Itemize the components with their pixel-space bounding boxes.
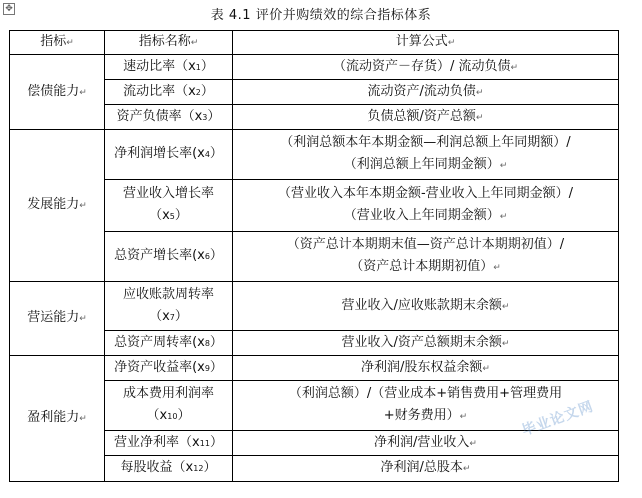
indicator-name-cell: 成本费用利润率 （x10） bbox=[105, 381, 233, 431]
indicator-name-cell: 营业收入增长率 （x5） bbox=[105, 180, 233, 232]
indicator-name-cell: 净利润增长率(x4） bbox=[105, 130, 233, 180]
category-cell: 营运能力↵ bbox=[10, 282, 105, 356]
category-cell: 偿债能力↵ bbox=[10, 55, 105, 130]
table-row bbox=[10, 55, 619, 80]
header-indicator-name: 指标名称↵ bbox=[105, 31, 233, 55]
indicator-name-cell: 速动比率（x1） bbox=[105, 55, 233, 80]
formula-cell: 净利润/总股本↵ bbox=[233, 456, 619, 482]
watermark: 毕业论文网 bbox=[519, 398, 596, 440]
header-formula: 计算公式↵ bbox=[233, 31, 619, 55]
indicator-name-cell: 流动比率（x2） bbox=[105, 80, 233, 105]
indicator-name-cell: 资产负债率（x3） bbox=[105, 105, 233, 130]
formula-cell: 负债总额/资产总额↵ bbox=[233, 105, 619, 130]
table-move-handle-icon[interactable]: ✥ bbox=[3, 3, 15, 15]
formula-cell: 营业收入/资产总额期末余额↵ bbox=[233, 331, 619, 356]
table-row bbox=[10, 356, 619, 381]
table-row bbox=[10, 130, 619, 180]
formula-cell: （利润总额）/（营业成本+销售费用+管理费用 +财务费用）↵ bbox=[233, 381, 619, 431]
header-row bbox=[10, 31, 619, 55]
formula-cell: 净利润/营业收入↵ bbox=[233, 431, 619, 456]
table-row bbox=[10, 282, 619, 331]
header-indicator: 指标↵ bbox=[10, 31, 105, 55]
indicator-name-cell: 应收账款周转率 （x7） bbox=[105, 282, 233, 331]
table-caption: 表 4.1 评价并购绩效的综合指标体系 bbox=[210, 8, 432, 23]
formula-cell: （资产总计本期期末值—资产总计本期期初值）/ （资产总计本期期初值）↵ bbox=[233, 232, 619, 282]
indicator-table bbox=[9, 30, 619, 482]
indicator-name-cell: 总资产周转率(x8） bbox=[105, 331, 233, 356]
indicator-name-cell: 每股收益（x12） bbox=[105, 456, 233, 482]
category-cell: 发展能力↵ bbox=[10, 130, 105, 282]
formula-cell: （利润总额本年本期金额—利润总额上年同期额）/ （利润总额上年同期金额）↵ bbox=[233, 130, 619, 180]
category-cell: 盈利能力↵ bbox=[10, 356, 105, 482]
formula-cell: 营业收入/应收账款期末余额↵ bbox=[233, 282, 619, 331]
formula-cell: 净利润/股东权益余额↵ bbox=[233, 356, 619, 381]
indicator-name-cell: 营业净利率（x11） bbox=[105, 431, 233, 456]
indicator-name-cell: 总资产增长率(x6） bbox=[105, 232, 233, 282]
indicator-name-cell: 净资产收益率(x9） bbox=[105, 356, 233, 381]
formula-cell: （流动资产－存货）/ 流动负债↵ bbox=[233, 55, 619, 80]
formula-cell: 流动资产/流动负债↵ bbox=[233, 80, 619, 105]
formula-cell: （营业收入本年本期金额-营业收入上年同期金额）/ （营业收入上年同期金额）↵ bbox=[233, 180, 619, 232]
